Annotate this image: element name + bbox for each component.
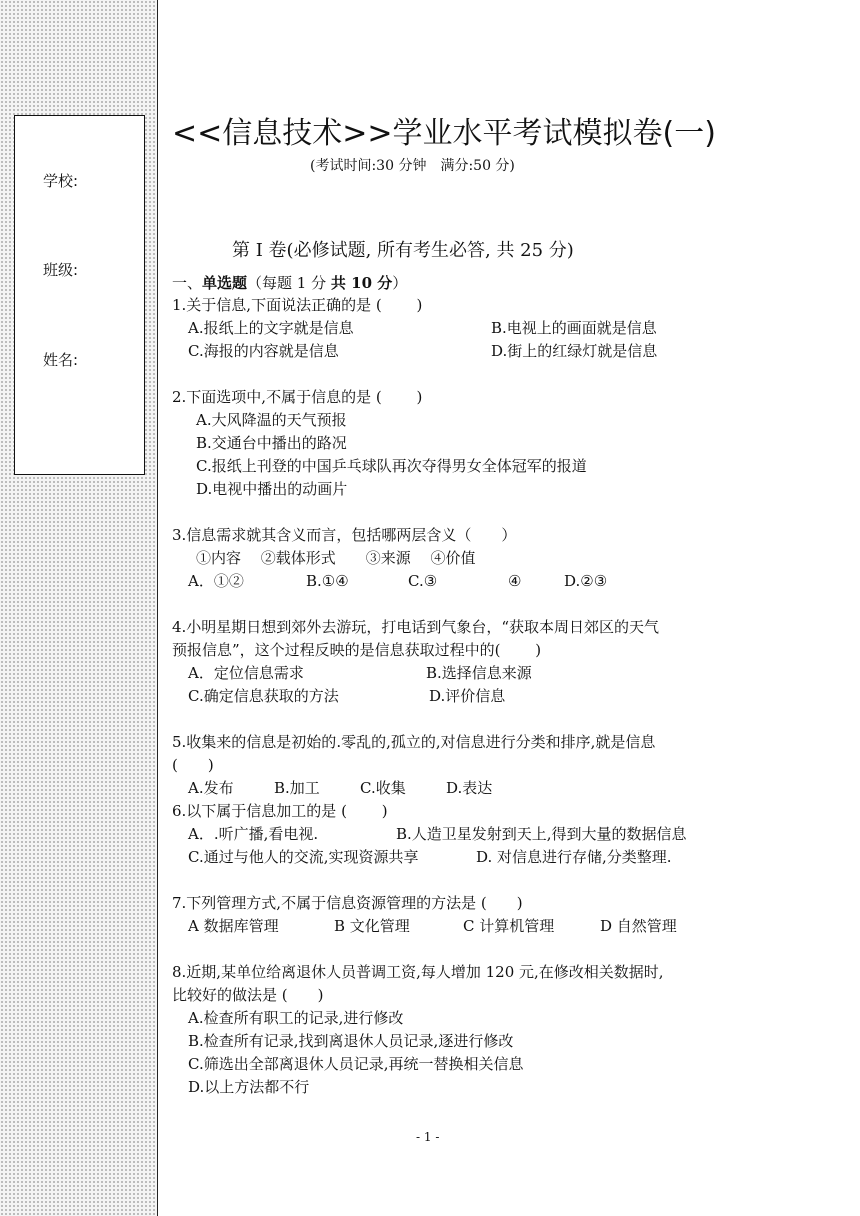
option-b: B.人造卫星发射到天上,得到大量的数据信息 (396, 825, 687, 843)
option-c: C.报纸上刊登的中国乒乓球队再次夺得男女全体冠军的报道 (196, 457, 587, 475)
exam-subtitle: (考试时间:30 分钟 满分:50 分) (310, 158, 515, 174)
section-info: （每题 1 分 (247, 274, 327, 292)
option-a: A．①② (188, 572, 244, 590)
option-a: A 数据库管理 (188, 917, 279, 935)
option-d: D.②③ (564, 572, 608, 590)
part-title: 第 I 卷(必修试题, 所有考生必答, 共 25 分) (232, 240, 574, 261)
question-3 (172, 524, 747, 593)
option-c: C.确定信息获取的方法 (188, 687, 339, 705)
option-d: D.电视中播出的动画片 (196, 480, 348, 498)
option-a: A.大风降温的天气预报 (196, 411, 347, 429)
option-a: A.报纸上的文字就是信息 (188, 319, 354, 337)
section-prefix: 一、 (172, 274, 203, 292)
option-a: A．.听广播,看电视. (188, 825, 319, 843)
option-a: A.发布 (188, 779, 234, 797)
option-a: A．定位信息需求 (188, 664, 304, 682)
option-d: D.街上的红绿灯就是信息 (491, 342, 658, 360)
option-d: D.以上方法都不行 (188, 1078, 310, 1096)
exam-title: <<信息技术>>学业水平考试模拟卷(一) (172, 116, 716, 151)
question-stem: 3.信息需求就其含义而言，包括哪两层含义（ ） (172, 526, 517, 544)
option-c: C.通过与他人的交流,实现资源共享 (188, 848, 419, 866)
question-stem-line2: 比较好的做法是 ( ) (172, 986, 324, 1004)
question-items: ①内容 ②载体形式 ③来源 ④价值 (196, 549, 476, 567)
option-c: C.筛选出全部离退休人员记录,再统一替换相关信息 (188, 1055, 524, 1073)
question-stem-line1: 4.小明星期日想到郊外去游玩，打电话到气象台，“获取本周日郊区的天气 (172, 618, 659, 636)
student-info-box (14, 115, 145, 475)
option-d: D.表达 (446, 779, 493, 797)
name-label: 姓名: (43, 351, 79, 369)
option-b: B 文化管理 (334, 917, 410, 935)
question-5 (172, 731, 747, 800)
question-stem: 7.下列管理方式,不属于信息资源管理的方法是 ( ) (172, 894, 523, 912)
option-row (172, 823, 747, 846)
option-row (172, 846, 747, 869)
section-title (172, 272, 407, 293)
question-stem: 2.下面选项中,不属于信息的是 ( ) (172, 388, 423, 406)
option-b: B.检查所有记录,找到离退休人员记录,逐进行修改 (188, 1032, 514, 1050)
question-7 (172, 892, 747, 938)
option-b: B.选择信息来源 (426, 664, 532, 682)
option-b: B.交通台中播出的路况 (196, 434, 347, 452)
option-row (172, 777, 747, 800)
option-row (172, 570, 747, 593)
option-row (172, 317, 747, 340)
question-6 (172, 800, 747, 869)
question-stem: 6.以下属于信息加工的是 ( ) (172, 802, 388, 820)
option-row (172, 915, 747, 938)
question-stem-line2: 预报信息”，这个过程反映的是信息获取过程中的( ) (172, 641, 542, 659)
question-4 (172, 616, 747, 708)
option-c: C 计算机管理 (463, 917, 555, 935)
option-c: C.收集 (360, 779, 406, 797)
school-label: 学校: (43, 172, 79, 190)
question-8 (172, 961, 747, 1099)
option-c-extra: ④ (508, 572, 522, 590)
section-total: 共 10 分 (330, 274, 393, 292)
option-c: C.③ (408, 572, 438, 590)
option-b: B.加工 (274, 779, 320, 797)
option-d: D 自然管理 (600, 917, 677, 935)
option-b: B.电视上的画面就是信息 (491, 319, 657, 337)
question-stem-line2: ( ) (172, 756, 214, 774)
option-d: D.评价信息 (429, 687, 506, 705)
option-b: B.①④ (306, 572, 349, 590)
section-end: ） (392, 274, 408, 292)
option-row (172, 662, 747, 685)
option-d: D. 对信息进行存储,分类整理. (476, 848, 672, 866)
option-row (172, 685, 747, 708)
section-name: 单选题 (202, 274, 248, 292)
option-row (172, 340, 747, 363)
question-1 (172, 294, 747, 363)
question-stem: 1.关于信息,下面说法正确的是 ( ) (172, 296, 423, 314)
page-number: - 1 - (416, 1130, 440, 1144)
question-stem-line1: 8.近期,某单位给离退休人员普调工资,每人增加 120 元,在修改相关数据时, (172, 963, 664, 981)
option-a: A.检查所有职工的记录,进行修改 (188, 1009, 404, 1027)
question-2 (172, 386, 747, 501)
class-label: 班级: (43, 261, 79, 279)
question-stem-line1: 5.收集来的信息是初始的.零乱的,孤立的,对信息进行分类和排序,就是信息 (172, 733, 656, 751)
option-c: C.海报的内容就是信息 (188, 342, 339, 360)
question-list (172, 294, 747, 1099)
